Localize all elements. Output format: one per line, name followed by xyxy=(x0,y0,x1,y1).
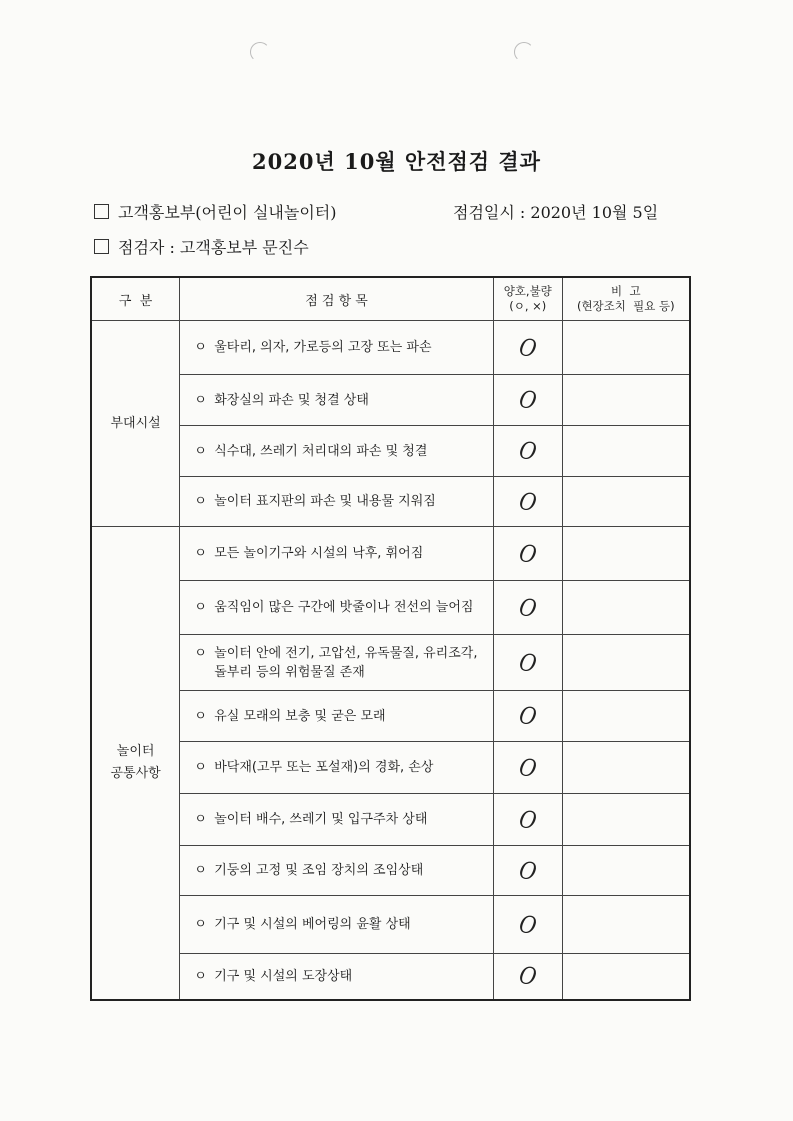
remarks-cell xyxy=(562,794,690,846)
item-cell xyxy=(180,581,494,635)
remarks-cell xyxy=(562,321,690,375)
result-mark: O xyxy=(516,384,539,416)
remarks-cell xyxy=(562,896,690,954)
inspection-date: 점검일시 : 2020년 10월 5일 xyxy=(453,203,659,222)
table-row xyxy=(91,477,690,527)
remarks-cell xyxy=(562,426,690,477)
inspector-line xyxy=(94,235,309,258)
bullet-icon: ㅇ xyxy=(194,917,207,932)
bullet-icon: ㅇ xyxy=(194,708,207,724)
remarks-cell xyxy=(562,954,690,1000)
item-text: 기둥의 고정 및 조임 장치의 조임상태 xyxy=(214,863,424,878)
table-row xyxy=(91,794,690,846)
result-cell xyxy=(493,375,562,426)
category-cell xyxy=(91,321,180,527)
result-mark: O xyxy=(516,752,539,783)
item-text: 바닥재(고무 또는 포설재)의 경화, 손상 xyxy=(214,760,434,775)
header-result-sub: (ㅇ, ×) xyxy=(509,299,547,313)
result-cell xyxy=(493,896,562,954)
item-text: 모든 놀이기구와 시설의 낙후, 휘어짐 xyxy=(214,546,424,561)
item-text: 놀이터 배수, 쓰레기 및 입구주차 상태 xyxy=(214,812,428,827)
item-cell xyxy=(180,635,494,691)
category-label: 공통사항 xyxy=(110,765,161,781)
bullet-icon: ㅇ xyxy=(194,392,207,408)
bullet-icon: ㅇ xyxy=(194,600,207,615)
table-row xyxy=(91,527,690,581)
table-row xyxy=(91,426,690,477)
punch-hole-left xyxy=(250,42,270,62)
result-cell xyxy=(493,426,562,477)
remarks-cell xyxy=(562,477,690,527)
item-cell xyxy=(180,794,494,846)
result-mark: O xyxy=(516,592,539,623)
category-cell xyxy=(91,527,180,1000)
item-text: 움직임이 많은 구간에 밧줄이나 전선의 늘어짐 xyxy=(214,600,474,615)
result-mark: O xyxy=(516,486,539,517)
page-title: 2020년 10월 안전점검 결과 xyxy=(252,149,541,174)
table-row xyxy=(91,954,690,1000)
result-cell xyxy=(493,742,562,794)
table-row xyxy=(91,846,690,896)
result-cell xyxy=(493,794,562,846)
header-result-label: 양호,불량 xyxy=(503,284,552,298)
table-row xyxy=(91,691,690,742)
item-text: 놀이터 안에 전기, 고압선, 유독물질, 유리조각, 돌부리 등의 위험물질 존재 xyxy=(214,645,478,680)
header-remarks-label: 비 고 xyxy=(611,284,641,298)
category-label: 놀이터 xyxy=(116,743,155,759)
result-mark: O xyxy=(516,700,539,732)
item-cell xyxy=(180,426,494,477)
result-mark: O xyxy=(516,332,539,363)
remarks-cell xyxy=(562,846,690,896)
item-cell xyxy=(180,691,494,742)
item-cell xyxy=(180,846,494,896)
remarks-cell xyxy=(562,375,690,426)
bullet-icon: ㅇ xyxy=(194,812,207,827)
result-mark: O xyxy=(516,647,539,678)
item-text: 기구 및 시설의 베어링의 윤활 상태 xyxy=(214,917,411,932)
bullet-icon: ㅇ xyxy=(194,863,207,878)
checkbox-icon xyxy=(94,204,109,219)
checkbox-icon xyxy=(94,239,109,254)
header-result xyxy=(493,277,562,321)
punch-hole-right xyxy=(514,42,534,62)
department-line xyxy=(94,200,337,223)
department-text: 고객홍보부(어린이 실내놀이터) xyxy=(118,203,337,222)
header-category: 구 분 xyxy=(91,277,180,321)
item-cell xyxy=(180,321,494,375)
table-row xyxy=(91,375,690,426)
table-row xyxy=(91,896,690,954)
result-cell xyxy=(493,846,562,896)
result-cell xyxy=(493,635,562,691)
item-text: 울타리, 의자, 가로등의 고장 또는 파손 xyxy=(214,340,432,355)
bullet-icon: ㅇ xyxy=(194,645,207,661)
category-label: 부대시설 xyxy=(110,415,161,431)
result-mark: O xyxy=(516,960,539,992)
table-row xyxy=(91,581,690,635)
remarks-cell xyxy=(562,691,690,742)
item-cell xyxy=(180,954,494,1000)
item-text: 식수대, 쓰레기 처리대의 파손 및 청결 xyxy=(214,443,428,459)
remarks-cell xyxy=(562,527,690,581)
header-item: 점 검 항 목 xyxy=(180,277,494,321)
result-cell xyxy=(493,581,562,635)
result-cell xyxy=(493,954,562,1000)
inspector-text: 점검자 : 고객홍보부 문진수 xyxy=(118,238,309,257)
header-remarks xyxy=(562,277,690,321)
remarks-cell xyxy=(562,581,690,635)
result-mark: O xyxy=(516,909,539,940)
header-remarks-sub: (현장조치 필요 등) xyxy=(576,299,675,313)
inspection-table xyxy=(90,276,691,1001)
result-mark: O xyxy=(516,855,539,886)
item-text: 놀이터 표지판의 파손 및 내용물 지워짐 xyxy=(214,494,436,509)
item-text: 화장실의 파손 및 청결 상태 xyxy=(214,392,369,408)
bullet-icon: ㅇ xyxy=(194,494,207,509)
bullet-icon: ㅇ xyxy=(194,546,207,561)
bullet-icon: ㅇ xyxy=(194,340,207,355)
table-row xyxy=(91,635,690,691)
result-cell xyxy=(493,527,562,581)
table-row xyxy=(91,321,690,375)
table-header-row xyxy=(91,277,690,321)
result-mark: O xyxy=(516,435,539,467)
item-text: 유실 모래의 보충 및 굳은 모래 xyxy=(214,708,386,724)
result-cell xyxy=(493,477,562,527)
remarks-cell xyxy=(562,742,690,794)
item-cell xyxy=(180,477,494,527)
bullet-icon: ㅇ xyxy=(194,443,207,459)
table-row xyxy=(91,742,690,794)
item-cell xyxy=(180,742,494,794)
item-cell xyxy=(180,527,494,581)
item-cell xyxy=(180,896,494,954)
result-cell xyxy=(493,321,562,375)
bullet-icon: ㅇ xyxy=(194,968,207,984)
remarks-cell xyxy=(562,635,690,691)
bullet-icon: ㅇ xyxy=(194,760,207,775)
result-mark: O xyxy=(516,538,539,569)
result-mark: O xyxy=(516,804,539,835)
item-text: 기구 및 시설의 도장상태 xyxy=(214,968,353,984)
result-cell xyxy=(493,691,562,742)
item-cell xyxy=(180,375,494,426)
